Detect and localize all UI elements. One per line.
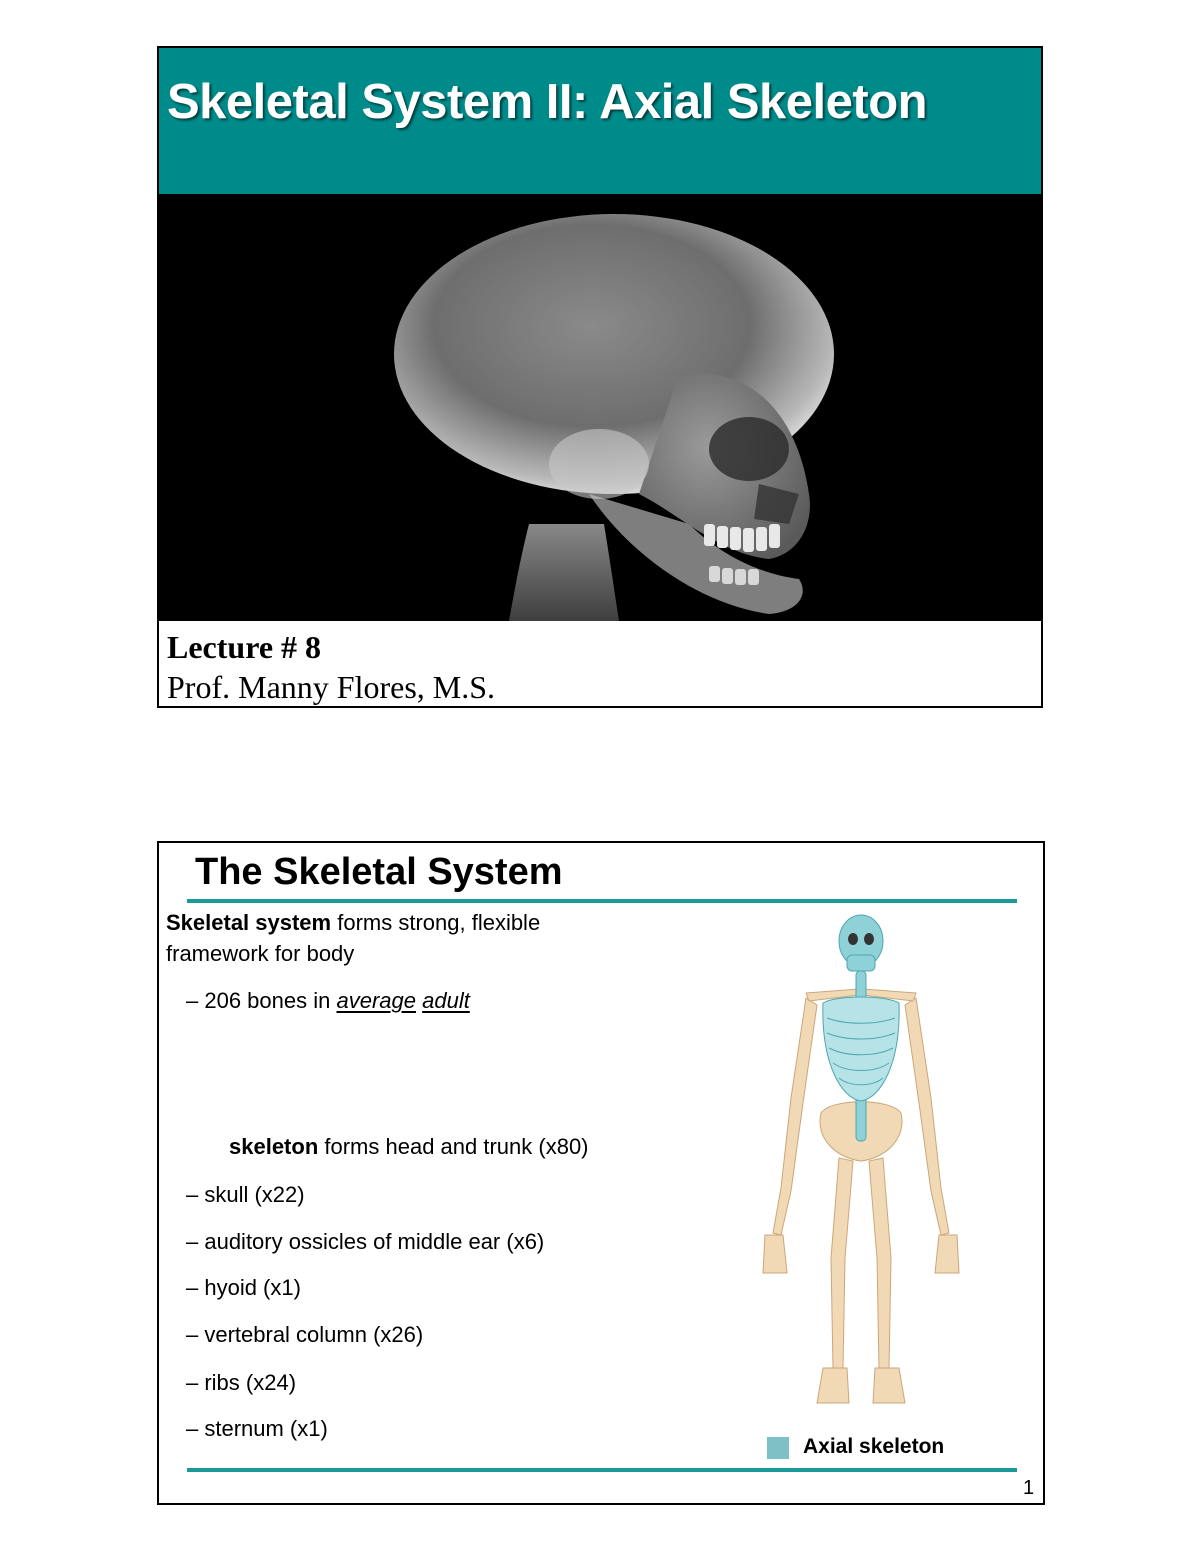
list-item: – auditory ossicles of middle ear (x6) bbox=[186, 1229, 545, 1254]
list-item: – skull (x22) bbox=[186, 1182, 305, 1207]
list-item: – vertebral column (x26) bbox=[186, 1322, 424, 1347]
heading-divider bbox=[187, 899, 1017, 903]
bullet-206-bones bbox=[186, 988, 470, 1014]
axial-skeleton-line bbox=[229, 1134, 589, 1160]
intro-text: forms strong, flexible framework for body bbox=[166, 910, 541, 966]
skull-xray-image bbox=[159, 194, 1041, 621]
slide-title: Skeletal System II: Axial Skeleton bbox=[167, 75, 928, 129]
bullet-206-text: – 206 bones in bbox=[186, 988, 337, 1013]
bullet-206-average: average bbox=[336, 988, 416, 1013]
title-slide bbox=[157, 46, 1043, 708]
title-banner bbox=[159, 48, 1041, 194]
intro-bold-term: Skeletal system bbox=[166, 910, 332, 935]
content-slide bbox=[157, 841, 1045, 1505]
slide-heading: The Skeletal System bbox=[195, 851, 563, 893]
legend-swatch bbox=[767, 1437, 789, 1459]
axial-text: forms head and trunk (x80) bbox=[318, 1134, 589, 1159]
skeleton-diagram-image bbox=[751, 913, 971, 1438]
bullet-206-adult: adult bbox=[422, 988, 470, 1013]
list-item: – ribs (x24) bbox=[186, 1370, 297, 1395]
professor-name: Prof. Manny Flores, M.S. bbox=[167, 669, 496, 705]
list-item: – hyoid (x1) bbox=[186, 1275, 301, 1300]
lecture-number: Lecture # 8 bbox=[167, 629, 322, 665]
list-item: – sternum (x1) bbox=[186, 1416, 328, 1441]
intro-paragraph bbox=[166, 907, 606, 969]
axial-bold-term: skeleton bbox=[229, 1134, 319, 1159]
title-footer bbox=[159, 621, 1041, 708]
footer-divider bbox=[187, 1468, 1017, 1472]
page-number: 1 bbox=[1023, 1477, 1035, 1499]
legend-label: Axial skeleton bbox=[803, 1435, 945, 1458]
